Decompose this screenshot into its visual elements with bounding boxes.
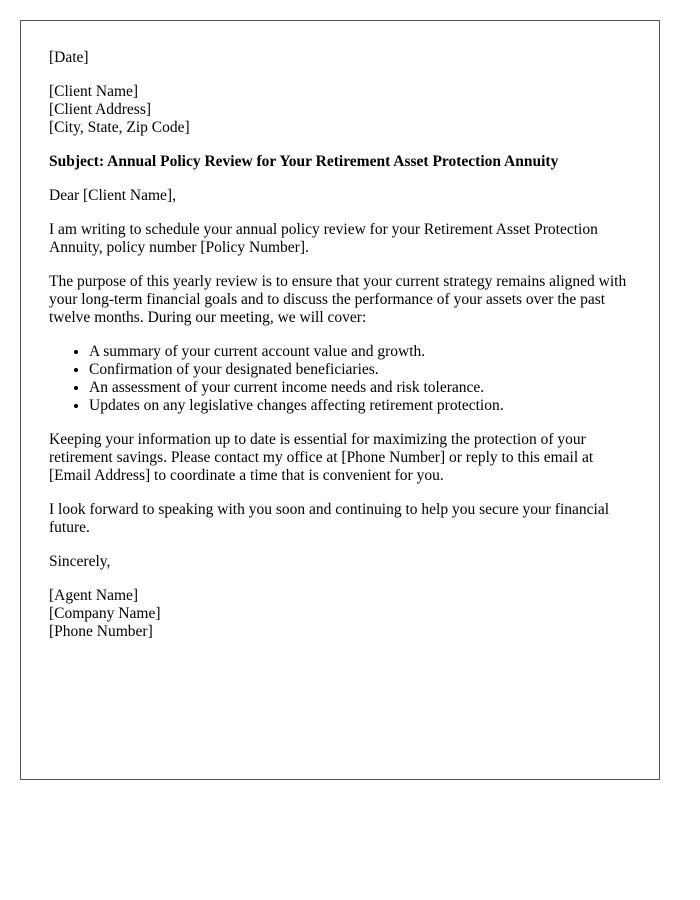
recipient-address-block (49, 83, 631, 137)
list-item: • An assessment of your current income needs and risk tolerance. (89, 379, 631, 397)
recipient-name: [Client Name] (49, 83, 139, 100)
review-topics-list (49, 343, 631, 415)
letter-salutation: Dear [Client Name], (49, 187, 176, 204)
agent-name: [Agent Name] (49, 587, 139, 604)
recipient-address: [Client Address] (49, 101, 152, 118)
list-item: • Updates on any legislative changes affecting retirement protection. (89, 397, 631, 415)
recipient-city-state-zip: [City, State, Zip Code] (49, 119, 190, 136)
company-name: [Company Name] (49, 605, 161, 622)
list-item: • Confirmation of your designated beneficiaries. (89, 361, 631, 379)
list-item: • A summary of your current account value and growth. (89, 343, 631, 361)
letter-subject: Subject: Annual Policy Review for Your Retirement Asset Protection Annuity (49, 153, 559, 170)
letter-document (20, 20, 660, 780)
letter-closing: Sincerely, (49, 553, 111, 570)
letter-paragraph-contact: Keeping your information up to date is essential for maximizing the protection of your retirement savings. Please contact my office at [Phone Number] or reply to this email at [Email Address] to coordinate a time that is convenient for you. (49, 431, 594, 484)
letter-paragraph-closing-remarks: I look forward to speaking with you soon and continuing to help you secure your financial future. (49, 501, 610, 536)
letter-date: [Date] (49, 49, 89, 66)
letter-paragraph-intro: I am writing to schedule your annual policy review for your Retirement Asset Protection Annuity, policy number [Policy Number]. (49, 221, 598, 256)
agent-phone: [Phone Number] (49, 623, 153, 640)
signature-block (49, 587, 631, 641)
letter-paragraph-purpose: The purpose of this yearly review is to ensure that your current strategy remains aligned with your long-term financial goals and to discuss the performance of your assets over the past twelve months. During our meeting, we will cover: (49, 273, 627, 326)
